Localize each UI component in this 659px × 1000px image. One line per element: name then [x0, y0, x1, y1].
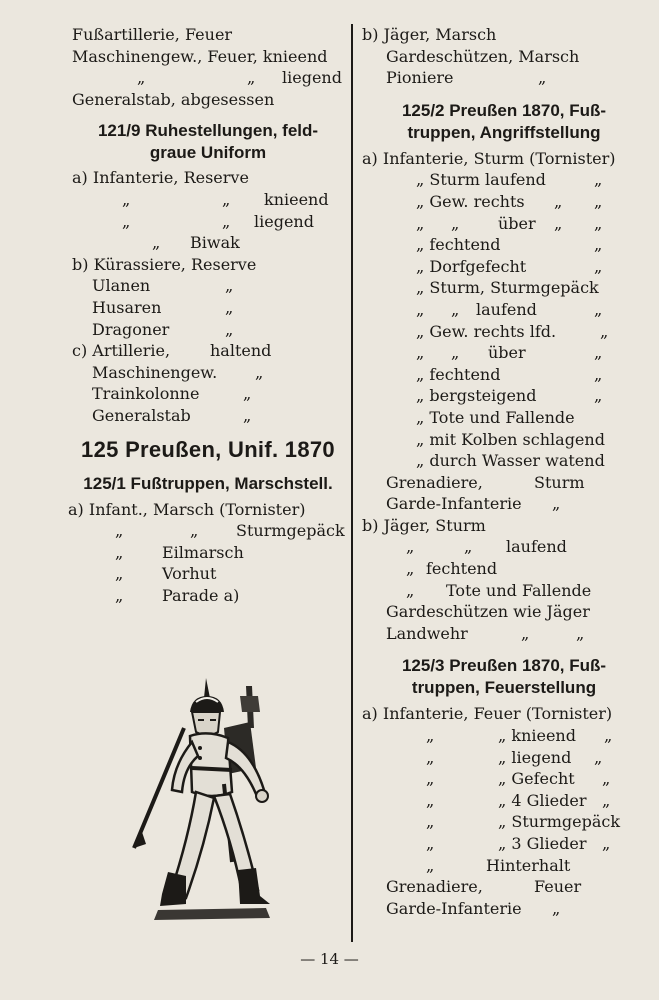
- list-item-text: „: [122, 211, 131, 231]
- list-item: [366, 623, 642, 645]
- list-item: [72, 563, 344, 585]
- list-item-text: „ 4 Glieder: [498, 790, 587, 810]
- list-item-text: „: [115, 564, 124, 584]
- list-item-text: „: [451, 299, 460, 319]
- list-item-text: „: [576, 623, 585, 643]
- section-heading-121-9: 121/9 Ruhestellungen, feld- graue Uniform: [97, 121, 319, 163]
- page-number: — 14 —: [300, 950, 359, 968]
- left-intro: [72, 24, 344, 110]
- list-item-text: „: [416, 299, 425, 319]
- list-item-text: Eilmarsch: [162, 542, 244, 562]
- list-item-text: Feuer: [534, 877, 582, 897]
- list-item: [366, 747, 642, 769]
- list-item: [366, 536, 642, 558]
- list-item: [366, 472, 642, 494]
- list-item: [366, 450, 642, 472]
- list-item-text: Ulanen: [92, 276, 151, 296]
- list-item-text: Dragoner: [92, 319, 170, 339]
- list-item-text: „: [243, 405, 252, 425]
- list-item-text: „: [426, 855, 435, 875]
- list-item-text: „: [594, 747, 603, 767]
- list-item: [72, 211, 344, 233]
- list-item-text: Biwak: [190, 233, 240, 253]
- list-item-text: „ Sturm, Sturmgepäck: [416, 278, 599, 298]
- list-item-text: b) Jäger, Sturm: [362, 515, 486, 535]
- list-item-text: a) Infanterie, Feuer (Tornister): [362, 704, 613, 724]
- list-item-text: „: [225, 319, 234, 339]
- list-item: [366, 299, 642, 321]
- list-item: [72, 383, 344, 405]
- section-list-125-3: [362, 703, 642, 919]
- prussian-infantry-soldier-figure-icon: [128, 672, 288, 922]
- list-item-text: laufend: [506, 537, 567, 557]
- list-item: [366, 898, 642, 920]
- list-item-text: „: [152, 233, 161, 253]
- list-item-text: „: [600, 321, 609, 341]
- list-item-text: „: [594, 235, 603, 255]
- list-item-text: „ fechtend: [416, 235, 501, 255]
- list-item-text: Fußartillerie, Feuer: [72, 25, 233, 44]
- list-item-text: liegend: [254, 211, 314, 231]
- list-item: [72, 542, 344, 564]
- list-item-text: „: [594, 343, 603, 363]
- list-item-text: „: [406, 537, 415, 557]
- list-item-text: „ Sturmgepäck: [498, 812, 621, 832]
- list-item: [72, 297, 344, 319]
- list-item-text: „: [602, 834, 611, 853]
- list-item: [366, 342, 642, 364]
- list-item-text: „: [594, 299, 603, 319]
- list-item-text: „: [426, 812, 435, 832]
- list-item: [72, 340, 344, 362]
- list-item-text: „: [604, 726, 613, 746]
- section-list-121-9: [72, 167, 344, 426]
- list-item-text: c) Artillerie,: [72, 341, 171, 361]
- list-item-text: „: [552, 494, 561, 514]
- list-item-text: „ liegend: [498, 747, 572, 767]
- list-item: [72, 67, 344, 89]
- list-item: [362, 148, 642, 170]
- list-item: [366, 811, 642, 833]
- list-item-text: „: [115, 542, 124, 562]
- list-item-text: „ Gefecht: [498, 769, 575, 789]
- list-item-text: „: [451, 213, 460, 233]
- section-heading-125-2: 125/2 Preußen 1870, Fuß- truppen, Angriffstellung: [401, 100, 607, 142]
- list-item-text: „ Tote und Fallende: [416, 407, 575, 427]
- list-item: [72, 275, 344, 297]
- list-item-text: „: [115, 521, 124, 541]
- list-item-text: „: [594, 170, 603, 190]
- list-item: [366, 385, 642, 407]
- list-item: [366, 46, 642, 68]
- list-item-text: „: [602, 790, 611, 810]
- list-item-text: „: [222, 189, 231, 209]
- list-item-text: „ Gew. rechts: [416, 191, 525, 211]
- list-item: [366, 277, 642, 299]
- list-item-text: „ mit Kolben schlagend: [416, 429, 605, 449]
- list-item-text: „: [416, 343, 425, 363]
- list-item-text: „ 3 Glieder: [498, 834, 587, 853]
- list-item-text: „: [426, 726, 435, 746]
- list-item: [366, 768, 642, 790]
- list-item-text: „: [122, 189, 131, 209]
- list-item-text: a) Infanterie, Sturm (Tornister): [362, 148, 616, 168]
- list-item-text: a) Infant., Marsch (Tornister): [68, 499, 306, 519]
- list-item: [362, 703, 642, 725]
- list-item-text: Pioniere: [386, 68, 454, 88]
- list-item-text: Trainkolonne: [92, 384, 200, 404]
- list-item: [366, 234, 642, 256]
- list-item-text: „: [426, 834, 435, 853]
- list-item: [72, 24, 344, 46]
- list-item-text: Landwehr: [386, 623, 468, 643]
- list-item-text: „: [416, 213, 425, 233]
- list-item-text: „ bergsteigend: [416, 386, 537, 406]
- list-item: [72, 585, 344, 607]
- list-item-text: „: [554, 213, 563, 233]
- list-item-text: „: [594, 364, 603, 384]
- list-item: [72, 254, 344, 276]
- list-item: [72, 167, 344, 189]
- list-item-text: Sturmgepäck: [236, 521, 345, 541]
- list-item-text: „: [190, 521, 199, 541]
- list-item-text: „: [451, 343, 460, 363]
- list-item: [68, 499, 344, 521]
- list-item: [366, 876, 642, 898]
- list-item-text: über: [488, 343, 526, 363]
- list-item: [362, 24, 642, 46]
- list-item-text: „: [225, 276, 234, 296]
- list-item-text: „: [554, 191, 563, 211]
- list-item-text: „: [255, 362, 264, 382]
- list-item-text: „: [243, 384, 252, 404]
- list-item: [366, 580, 642, 602]
- list-item-text: Grenadiere,: [386, 877, 483, 897]
- list-item: [366, 213, 642, 235]
- list-item-text: „: [115, 585, 124, 605]
- list-item-text: laufend: [476, 299, 537, 319]
- list-item-text: Gardeschützen wie Jäger: [386, 602, 590, 622]
- list-item-text: „: [594, 256, 603, 276]
- list-item-text: knieend: [264, 189, 329, 209]
- list-item-text: „: [538, 68, 547, 88]
- list-item-text: „: [222, 211, 231, 231]
- list-item-text: b) Jäger, Marsch: [362, 25, 497, 44]
- list-item-text: Parade a): [162, 585, 240, 605]
- list-item-text: fechtend: [426, 559, 498, 579]
- list-item-text: „: [406, 559, 415, 579]
- list-item-text: Generalstab, abgesessen: [72, 89, 275, 109]
- list-item-text: „: [521, 623, 530, 643]
- figure-base: [154, 908, 270, 920]
- list-item: [366, 725, 642, 747]
- list-item-text: Generalstab: [92, 405, 191, 425]
- list-item-text: „: [406, 580, 415, 600]
- list-item-text: Hinterhalt: [486, 855, 571, 875]
- list-item-text: Husaren: [92, 297, 162, 317]
- list-item: [72, 520, 344, 542]
- list-item: [366, 67, 642, 89]
- list-item-text: „: [247, 68, 256, 88]
- list-item: [366, 407, 642, 429]
- list-item: [366, 169, 642, 191]
- list-item-text: „: [594, 191, 603, 211]
- column-divider: [351, 24, 353, 942]
- list-item: [72, 405, 344, 427]
- list-item-text: liegend: [282, 68, 342, 88]
- list-item-text: „: [426, 790, 435, 810]
- list-item: [72, 46, 344, 68]
- list-item: [72, 89, 344, 111]
- list-item-text: über: [498, 213, 536, 233]
- list-item-text: Tote und Fallende: [446, 580, 592, 600]
- left-column: [68, 24, 345, 606]
- list-item-text: „: [602, 769, 611, 789]
- list-item-text: „: [552, 898, 561, 918]
- list-item-text: „: [464, 537, 473, 557]
- list-item-text: „ Gew. rechts lfd.: [416, 321, 557, 341]
- list-item-text: „ fechtend: [416, 364, 501, 384]
- list-item: [366, 833, 642, 855]
- list-item-text: Grenadiere,: [386, 472, 483, 492]
- list-item-text: Sturm: [534, 472, 585, 492]
- list-item: [366, 558, 642, 580]
- list-item-text: „ durch Wasser watend: [416, 451, 605, 471]
- list-item: [72, 319, 344, 341]
- right-intro: [362, 24, 642, 89]
- list-item-text: „: [594, 386, 603, 406]
- list-item-text: „: [426, 769, 435, 789]
- list-item-text: b) Kürassiere, Reserve: [72, 254, 257, 274]
- list-item: [366, 429, 642, 451]
- list-item: [366, 364, 642, 386]
- list-item-text: Maschinengew., Feuer, knieend: [72, 46, 328, 66]
- list-item-text: „ Sturm laufend: [416, 170, 546, 190]
- list-item: [72, 232, 344, 254]
- list-item-text: „: [225, 297, 234, 317]
- list-item: [72, 362, 344, 384]
- section-list-125-1: [68, 499, 345, 607]
- list-item: [366, 855, 642, 877]
- section-list-125-2: [362, 148, 642, 645]
- list-item: [366, 790, 642, 812]
- list-item: [362, 515, 642, 537]
- list-item-text: „: [426, 747, 435, 767]
- main-heading-125: 125 Preußen, Unif. 1870: [81, 436, 335, 462]
- list-item-text: „ Dorfgefecht: [416, 256, 527, 276]
- list-item: [366, 321, 642, 343]
- list-item-text: a) Infanterie, Reserve: [72, 168, 249, 188]
- list-item: [366, 601, 642, 623]
- list-item-text: „: [594, 213, 603, 233]
- section-heading-125-1: 125/1 Fußtruppen, Marschstell.: [83, 473, 333, 493]
- list-item: [366, 256, 642, 278]
- list-item-text: Garde-Infanterie: [386, 898, 522, 918]
- right-column: [362, 24, 642, 919]
- list-item-text: Garde-Infanterie: [386, 494, 522, 514]
- list-item-text: „ knieend: [498, 726, 576, 746]
- list-item: [366, 191, 642, 213]
- list-item-text: Gardeschützen, Marsch: [386, 46, 580, 66]
- list-item: [366, 493, 642, 515]
- list-item: [72, 189, 344, 211]
- list-item-text: Maschinengew.: [92, 362, 218, 382]
- list-item-text: Vorhut: [162, 564, 217, 584]
- section-heading-125-3: 125/3 Preußen 1870, Fuß- truppen, Feuerstellung: [401, 656, 607, 698]
- list-item-text: haltend: [210, 341, 272, 361]
- list-item-text: „: [137, 68, 146, 88]
